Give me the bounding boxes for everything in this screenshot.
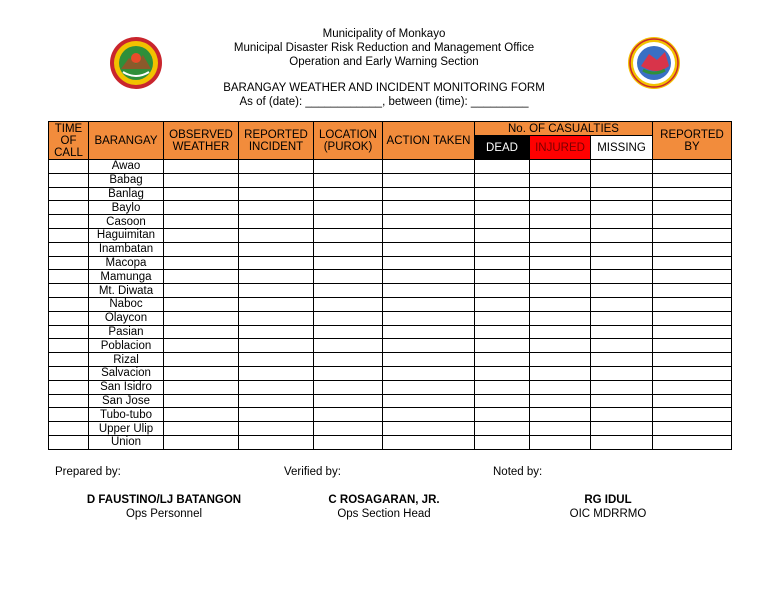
- blank-cell: [653, 339, 732, 353]
- blank-cell: [530, 435, 591, 449]
- col-missing: MISSING: [591, 136, 653, 160]
- col-casualties: No. OF CASUALTIES: [475, 122, 653, 136]
- blank-cell: [591, 284, 653, 298]
- blank-cell: [239, 408, 314, 422]
- blank-cell: [383, 339, 475, 353]
- blank-cell: [164, 242, 239, 256]
- blank-cell: [239, 256, 314, 270]
- barangay-name: Awao: [89, 160, 164, 174]
- monitoring-table: [48, 121, 732, 450]
- blank-cell: [164, 201, 239, 215]
- blank-cell: [383, 435, 475, 449]
- blank-cell: [49, 408, 89, 422]
- blank-cell: [475, 380, 530, 394]
- blank-cell: [164, 215, 239, 229]
- blank-cell: [164, 160, 239, 174]
- blank-cell: [314, 201, 383, 215]
- barangay-name: Union: [89, 435, 164, 449]
- blank-cell: [164, 353, 239, 367]
- barangay-name: Macopa: [89, 256, 164, 270]
- blank-cell: [49, 394, 89, 408]
- noted-by-name: RG IDUL: [584, 494, 632, 506]
- blank-cell: [530, 284, 591, 298]
- blank-cell: [164, 408, 239, 422]
- blank-cell: [49, 284, 89, 298]
- blank-cell: [530, 215, 591, 229]
- blank-cell: [383, 353, 475, 367]
- blank-cell: [239, 435, 314, 449]
- blank-cell: [475, 215, 530, 229]
- blank-cell: [530, 325, 591, 339]
- blank-cell: [383, 284, 475, 298]
- blank-cell: [475, 408, 530, 422]
- blank-cell: [530, 201, 591, 215]
- blank-cell: [49, 353, 89, 367]
- blank-cell: [475, 311, 530, 325]
- blank-cell: [383, 160, 475, 174]
- blank-cell: [239, 228, 314, 242]
- blank-cell: [164, 435, 239, 449]
- blank-cell: [591, 339, 653, 353]
- col-time-of-call: TIME OF CALL: [49, 122, 89, 160]
- verified-by-name: C ROSAGARAN, JR.: [328, 494, 440, 506]
- blank-cell: [239, 353, 314, 367]
- municipality-name: Municipality of Monkayo: [322, 28, 446, 40]
- table-row: [49, 366, 732, 380]
- col-injured: INJURED: [530, 136, 591, 160]
- blank-cell: [164, 256, 239, 270]
- blank-cell: [164, 228, 239, 242]
- barangay-name: Inambatan: [89, 242, 164, 256]
- blank-cell: [530, 394, 591, 408]
- table-row: [49, 160, 732, 174]
- blank-cell: [653, 366, 732, 380]
- col-action-taken: ACTION TAKEN: [383, 122, 475, 160]
- verified-by-label: Verified by:: [284, 466, 341, 478]
- blank-cell: [314, 187, 383, 201]
- blank-cell: [591, 187, 653, 201]
- blank-cell: [383, 228, 475, 242]
- barangay-name: Olaycon: [89, 311, 164, 325]
- blank-cell: [314, 366, 383, 380]
- noted-by-label: Noted by:: [493, 466, 543, 478]
- blank-cell: [164, 284, 239, 298]
- blank-cell: [530, 353, 591, 367]
- blank-cell: [530, 160, 591, 174]
- blank-cell: [49, 435, 89, 449]
- blank-cell: [314, 325, 383, 339]
- barangay-name: Pasian: [89, 325, 164, 339]
- blank-cell: [239, 394, 314, 408]
- blank-cell: [530, 228, 591, 242]
- barangay-name: Naboc: [89, 297, 164, 311]
- blank-cell: [383, 173, 475, 187]
- table-row: [49, 353, 732, 367]
- blank-cell: [314, 215, 383, 229]
- barangay-name: Mamunga: [89, 270, 164, 284]
- table-row: [49, 242, 732, 256]
- blank-cell: [591, 270, 653, 284]
- blank-cell: [591, 435, 653, 449]
- table-row: [49, 215, 732, 229]
- blank-cell: [383, 256, 475, 270]
- blank-cell: [164, 311, 239, 325]
- blank-cell: [653, 201, 732, 215]
- blank-cell: [239, 270, 314, 284]
- blank-cell: [591, 228, 653, 242]
- blank-cell: [530, 242, 591, 256]
- blank-cell: [164, 422, 239, 436]
- blank-cell: [239, 201, 314, 215]
- blank-cell: [591, 394, 653, 408]
- blank-cell: [653, 215, 732, 229]
- blank-cell: [164, 380, 239, 394]
- blank-cell: [475, 187, 530, 201]
- noted-by-role: OIC MDRRMO: [569, 508, 647, 520]
- blank-cell: [49, 380, 89, 394]
- blank-cell: [314, 311, 383, 325]
- blank-cell: [49, 173, 89, 187]
- barangay-name: Casoon: [89, 215, 164, 229]
- blank-cell: [530, 366, 591, 380]
- blank-cell: [653, 325, 732, 339]
- table-row: [49, 422, 732, 436]
- col-observed-weather: OBSERVED WEATHER: [164, 122, 239, 160]
- table-row: [49, 339, 732, 353]
- barangay-name: Mt. Diwata: [89, 284, 164, 298]
- blank-cell: [530, 311, 591, 325]
- blank-cell: [591, 380, 653, 394]
- table-row: [49, 394, 732, 408]
- table-row: [49, 297, 732, 311]
- blank-cell: [239, 284, 314, 298]
- table-row: [49, 270, 732, 284]
- blank-cell: [239, 242, 314, 256]
- blank-cell: [49, 422, 89, 436]
- blank-cell: [591, 366, 653, 380]
- blank-cell: [314, 353, 383, 367]
- blank-cell: [591, 422, 653, 436]
- blank-cell: [653, 353, 732, 367]
- blank-cell: [591, 325, 653, 339]
- blank-cell: [164, 187, 239, 201]
- blank-cell: [383, 297, 475, 311]
- blank-cell: [49, 215, 89, 229]
- table-row: [49, 325, 732, 339]
- noted-by-signatory: [508, 493, 708, 521]
- blank-cell: [591, 173, 653, 187]
- table-row: [49, 201, 732, 215]
- blank-cell: [164, 339, 239, 353]
- barangay-name: Rizal: [89, 353, 164, 367]
- blank-cell: [475, 160, 530, 174]
- form-date-time: As of (date): ____________, between (time): _________: [239, 96, 529, 108]
- blank-cell: [239, 380, 314, 394]
- blank-cell: [475, 284, 530, 298]
- blank-cell: [49, 366, 89, 380]
- blank-cell: [475, 353, 530, 367]
- blank-cell: [475, 256, 530, 270]
- barangay-name: Babag: [89, 173, 164, 187]
- blank-cell: [530, 256, 591, 270]
- barangay-name: San Isidro: [89, 380, 164, 394]
- blank-cell: [383, 394, 475, 408]
- verified-by-role: Ops Section Head: [337, 508, 431, 520]
- blank-cell: [591, 242, 653, 256]
- blank-cell: [653, 228, 732, 242]
- section-name: Operation and Early Warning Section: [289, 56, 479, 68]
- prepared-by-name: D FAUSTINO/LJ BATANGON: [86, 494, 242, 506]
- blank-cell: [591, 297, 653, 311]
- blank-cell: [591, 160, 653, 174]
- prepared-by-label: Prepared by:: [55, 466, 121, 478]
- blank-cell: [475, 270, 530, 284]
- blank-cell: [49, 201, 89, 215]
- table-row: [49, 187, 732, 201]
- blank-cell: [653, 380, 732, 394]
- blank-cell: [653, 242, 732, 256]
- document-header: [0, 27, 768, 109]
- blank-cell: [475, 325, 530, 339]
- blank-cell: [164, 325, 239, 339]
- table-row: [49, 408, 732, 422]
- table-row: [49, 256, 732, 270]
- blank-cell: [530, 380, 591, 394]
- col-barangay: BARANGAY: [89, 122, 164, 160]
- barangay-name: Banlag: [89, 187, 164, 201]
- blank-cell: [164, 297, 239, 311]
- form-title: BARANGAY WEATHER AND INCIDENT MONITORING FORM: [223, 82, 545, 94]
- blank-cell: [314, 228, 383, 242]
- blank-cell: [530, 339, 591, 353]
- blank-cell: [239, 215, 314, 229]
- blank-cell: [653, 311, 732, 325]
- barangay-name: Upper Ulip: [89, 422, 164, 436]
- blank-cell: [314, 380, 383, 394]
- blank-cell: [591, 311, 653, 325]
- verified-by-signatory: [284, 493, 484, 521]
- table-row: [49, 311, 732, 325]
- blank-cell: [530, 408, 591, 422]
- blank-cell: [383, 366, 475, 380]
- blank-cell: [49, 270, 89, 284]
- blank-cell: [530, 270, 591, 284]
- blank-cell: [530, 422, 591, 436]
- blank-cell: [653, 408, 732, 422]
- blank-cell: [239, 325, 314, 339]
- blank-cell: [239, 311, 314, 325]
- blank-cell: [164, 173, 239, 187]
- blank-cell: [591, 215, 653, 229]
- blank-cell: [314, 270, 383, 284]
- blank-cell: [475, 201, 530, 215]
- table-row: [49, 435, 732, 449]
- blank-cell: [475, 422, 530, 436]
- blank-cell: [239, 339, 314, 353]
- blank-cell: [314, 435, 383, 449]
- table-row: [49, 228, 732, 242]
- blank-cell: [475, 173, 530, 187]
- blank-cell: [653, 187, 732, 201]
- blank-cell: [49, 242, 89, 256]
- blank-cell: [475, 435, 530, 449]
- blank-cell: [653, 160, 732, 174]
- blank-cell: [49, 256, 89, 270]
- blank-cell: [49, 339, 89, 353]
- blank-cell: [383, 215, 475, 229]
- col-dead: DEAD: [475, 136, 530, 160]
- blank-cell: [475, 394, 530, 408]
- prepared-by-signatory: [64, 493, 264, 521]
- blank-cell: [164, 366, 239, 380]
- blank-cell: [383, 311, 475, 325]
- blank-cell: [475, 228, 530, 242]
- blank-cell: [239, 187, 314, 201]
- blank-cell: [591, 408, 653, 422]
- blank-cell: [383, 325, 475, 339]
- blank-cell: [49, 325, 89, 339]
- blank-cell: [314, 284, 383, 298]
- blank-cell: [653, 173, 732, 187]
- blank-cell: [475, 297, 530, 311]
- office-name: Municipal Disaster Risk Reduction and Management Office: [233, 42, 535, 54]
- blank-cell: [475, 339, 530, 353]
- blank-cell: [653, 284, 732, 298]
- barangay-name: Tubo-tubo: [89, 408, 164, 422]
- blank-cell: [383, 242, 475, 256]
- blank-cell: [383, 201, 475, 215]
- blank-cell: [591, 201, 653, 215]
- blank-cell: [49, 297, 89, 311]
- blank-cell: [49, 311, 89, 325]
- col-reported-incident: REPORTED INCIDENT: [239, 122, 314, 160]
- blank-cell: [653, 297, 732, 311]
- blank-cell: [314, 422, 383, 436]
- table-row: [49, 380, 732, 394]
- blank-cell: [653, 422, 732, 436]
- col-location: LOCATION (PUROK): [314, 122, 383, 160]
- blank-cell: [49, 160, 89, 174]
- col-reported-by: REPORTED BY: [653, 122, 732, 160]
- blank-cell: [314, 297, 383, 311]
- blank-cell: [383, 380, 475, 394]
- blank-cell: [591, 256, 653, 270]
- blank-cell: [239, 366, 314, 380]
- barangay-name: Haguimitan: [89, 228, 164, 242]
- blank-cell: [314, 339, 383, 353]
- blank-cell: [164, 270, 239, 284]
- table-row: [49, 173, 732, 187]
- blank-cell: [653, 270, 732, 284]
- blank-cell: [653, 435, 732, 449]
- barangay-name: Poblacion: [89, 339, 164, 353]
- blank-cell: [314, 160, 383, 174]
- blank-cell: [530, 187, 591, 201]
- blank-cell: [49, 228, 89, 242]
- blank-cell: [383, 270, 475, 284]
- blank-cell: [383, 422, 475, 436]
- barangay-name: Baylo: [89, 201, 164, 215]
- blank-cell: [653, 394, 732, 408]
- blank-cell: [475, 242, 530, 256]
- blank-cell: [239, 422, 314, 436]
- blank-cell: [591, 353, 653, 367]
- blank-cell: [49, 187, 89, 201]
- blank-cell: [239, 160, 314, 174]
- blank-cell: [314, 242, 383, 256]
- prepared-by-role: Ops Personnel: [125, 508, 203, 520]
- blank-cell: [653, 256, 732, 270]
- blank-cell: [239, 297, 314, 311]
- blank-cell: [475, 366, 530, 380]
- blank-cell: [530, 297, 591, 311]
- blank-cell: [530, 173, 591, 187]
- blank-cell: [239, 173, 314, 187]
- blank-cell: [164, 394, 239, 408]
- barangay-name: Salvacion: [89, 366, 164, 380]
- blank-cell: [314, 394, 383, 408]
- blank-cell: [314, 256, 383, 270]
- blank-cell: [314, 173, 383, 187]
- blank-cell: [383, 408, 475, 422]
- barangay-name: San Jose: [89, 394, 164, 408]
- blank-cell: [383, 187, 475, 201]
- blank-cell: [314, 408, 383, 422]
- table-row: [49, 284, 732, 298]
